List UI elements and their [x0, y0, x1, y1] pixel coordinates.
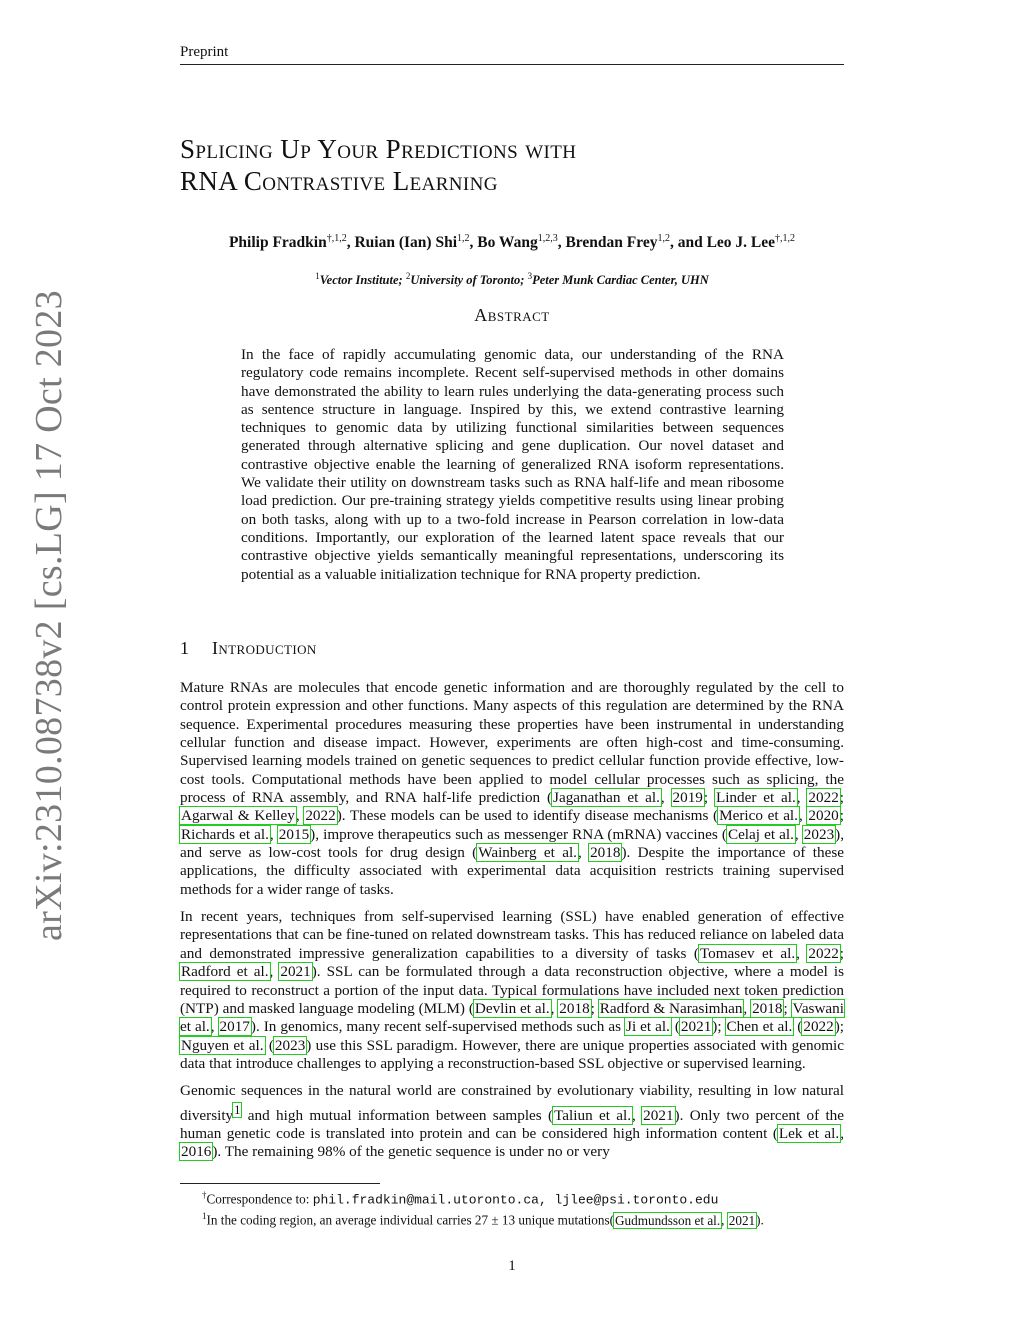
- paragraph-text: ,: [794, 825, 803, 843]
- paragraph-text: ,: [632, 1106, 643, 1124]
- citation-separator: ,: [721, 1212, 728, 1228]
- paragraph-text: ,: [798, 807, 808, 825]
- citation-link[interactable]: Gudmundsson et al.: [615, 1212, 721, 1228]
- paragraph-text: Genomic sequences in the natural world are constrained by evolutionary viability, resulting in low natural diversity: [180, 1082, 844, 1124]
- author-name: Ruian (Ian) Shi: [354, 234, 457, 252]
- paragraph-text: (: [793, 1018, 803, 1036]
- citation-link[interactable]: Jaganathan et al.: [553, 789, 660, 807]
- citation-link[interactable]: 2018: [752, 999, 783, 1017]
- correspondence-emails[interactable]: phil.fradkin@mail.utoronto.ca, ljlee@psi.toronto.edu: [312, 1192, 719, 1208]
- citation-link[interactable]: 2020: [808, 807, 839, 825]
- paragraph-text: ). These models can be used to identify disease mechanisms (: [336, 807, 719, 825]
- author-separator: ,: [557, 234, 566, 252]
- paragraph-text: ,: [550, 999, 559, 1017]
- section-title: Introduction: [212, 638, 317, 658]
- citation-link[interactable]: Radford et al.: [181, 963, 269, 981]
- citation-link[interactable]: 2022: [808, 789, 839, 807]
- paragraph-text: ), and serve as low-cost tools for drug design (: [180, 825, 845, 862]
- author-affiliation-mark: †,1,2: [326, 233, 347, 244]
- paragraph-text: ,: [840, 1124, 844, 1142]
- citation-link[interactable]: 2018: [559, 999, 590, 1017]
- paragraph: [180, 679, 844, 899]
- citation-link[interactable]: Agarwal & Kelley: [181, 807, 295, 825]
- citation-link[interactable]: 2022: [305, 807, 336, 825]
- paragraph-text: In recent years, techniques from self-supervised learning (SSL) have enabled generation of effective representations that can be fine-tuned on related downstream tasks. This has reduced reliance on labeled data and demonstrated impressive generalization capabilities to a diversity of tasks (: [180, 908, 844, 962]
- citation-link[interactable]: Chen et al.: [726, 1018, 793, 1036]
- footnote-1-text: In the coding region, an average individual carries 27 ± 13 unique mutations(: [206, 1212, 615, 1228]
- citation-link[interactable]: 2022: [808, 944, 839, 962]
- paragraph-text: ,: [210, 1018, 219, 1036]
- paragraph-text: (: [670, 1018, 680, 1036]
- author-list: [180, 233, 844, 252]
- page-number: 1: [508, 1258, 516, 1274]
- affiliation-mark: 1: [315, 271, 320, 281]
- author-separator: , and: [669, 234, 707, 252]
- paragraph-text: ,: [743, 999, 752, 1017]
- author-affiliation-mark: †,1,2: [775, 233, 796, 244]
- citation-link[interactable]: Richards et al.: [181, 825, 269, 843]
- paragraph: [180, 908, 844, 1073]
- paragraph: [180, 1082, 844, 1161]
- citation-link[interactable]: Linder et al.: [715, 789, 796, 807]
- author-name: Leo J. Lee: [706, 234, 776, 252]
- abstract-text: In the face of rapidly accumulating genomic data, our understanding of the RNA regulatory code remains incomplete. Recent self-supervised methods in other domains have demonstrated the ability to learn rules underlying the data-generating process such as sentence structure in language. Inspired by this, we extend contrastive learning techniques to genomic data by utilizing functional similarities between sequences generated through alternative splicing and gene duplication. Our novel dataset and contrastive objective enable the learning of generalized RNA isoform representations. We validate their utility on downstream tasks such as RNA half-life and mean ribosome load prediction. Our pre-training strategy yields competitive results using linear probing on both tasks, along with up to a two-fold increase in Pearson correlation in low-data conditions. Importantly, our exploration of the learned latent space reveals that our contrastive objective yields semantically meaningful representations, underscoring its potential as a valuable initialization technique for RNA property prediction.: [241, 346, 784, 583]
- title-line-2: RNA Contrastive Learning: [180, 166, 498, 196]
- citation-link[interactable]: Radford & Narasimhan: [599, 999, 743, 1017]
- paragraph-text: ). Only two percent of the human genetic code is translated into protein and can be considered high information content (: [180, 1106, 845, 1142]
- footnote-ref-link[interactable]: 1: [234, 1102, 241, 1117]
- paragraph-text: ;: [839, 944, 845, 962]
- author-affiliation-mark: 1,2: [457, 233, 470, 244]
- abstract-heading: Abstract: [474, 305, 550, 325]
- paragraph-text: ;: [703, 789, 715, 807]
- paper-title: [180, 133, 844, 197]
- citation-link[interactable]: 2021: [680, 1018, 712, 1036]
- paragraph-text: ). In genomics, many recent self-supervised methods such as: [250, 1018, 626, 1036]
- citation-link[interactable]: Ji et al.: [626, 1018, 670, 1036]
- affiliation-name: University of Toronto;: [410, 273, 528, 288]
- citation-link[interactable]: 2016: [181, 1143, 212, 1161]
- paragraph-text: ). SSL can be formulated through a data reconstruction objective, where a model is required to reconstruct a portion of the input data. Typical formulations have included next token prediction (NTP) and masked language modeling (MLM) (: [180, 963, 845, 1017]
- author-separator: ,: [469, 234, 478, 252]
- citation-link[interactable]: 2019: [672, 789, 703, 807]
- paragraph-text: ,: [577, 844, 590, 862]
- introduction-body: [180, 679, 844, 1171]
- footnote-1-mark: 1: [202, 1211, 207, 1222]
- author-name: Philip Fradkin: [228, 234, 327, 252]
- paragraph-text: ,: [295, 807, 305, 825]
- correspondence-label: Correspondence to:: [206, 1191, 313, 1207]
- citation-link[interactable]: Tomasev et al.: [699, 944, 796, 962]
- paragraph-text: ;: [590, 999, 599, 1017]
- paragraph-text: ) use this SSL paradigm. However, there are unique properties associated with genomic data that introduce challenges to applying a reconstruction-based SSL objective or supervised learning.: [180, 1036, 844, 1072]
- paragraph-text: ,: [796, 789, 808, 807]
- author-separator: ,: [346, 234, 355, 252]
- author-name: Bo Wang: [477, 234, 538, 252]
- paragraph-text: ), improve therapeutics such as messenger RNA (mRNA) vaccines (: [310, 825, 727, 843]
- paragraph-text: );: [834, 1018, 845, 1036]
- arxiv-identifier[interactable]: arXiv:2310.08738v2 [cs.LG] 17 Oct 2023: [28, 290, 70, 941]
- paragraph-text: ). Despite the importance of these applications, the difficulty associated with experimental data acquisition restricts training supervised methods for a wider range of tasks.: [180, 844, 844, 898]
- paragraph-text: ). The remaining 98% of the genetic sequence is under no or very: [212, 1143, 610, 1161]
- affiliations: [180, 271, 844, 288]
- running-header: Preprint: [180, 44, 844, 65]
- footnotes: [180, 1187, 844, 1229]
- paragraph-text: ,: [796, 944, 808, 962]
- footnote-rule: [180, 1183, 380, 1184]
- paragraph-text: ;: [783, 999, 792, 1017]
- citation-link[interactable]: Vaswani et al.: [180, 999, 844, 1036]
- section-heading-introduction: [180, 638, 844, 659]
- citation-link[interactable]: Taliun et al.: [554, 1106, 632, 1124]
- paragraph-text: ,: [660, 789, 672, 807]
- affiliation-mark: 3: [527, 271, 533, 281]
- author-affiliation-mark: 1,2: [657, 233, 670, 244]
- citation-link[interactable]: Devlin et al.: [474, 999, 550, 1017]
- paragraph-text: and high mutual information between samples (: [241, 1106, 554, 1124]
- citation-link[interactable]: 2021: [280, 963, 311, 981]
- affiliation-name: Vector Institute;: [319, 273, 406, 288]
- paragraph-text: ,: [269, 963, 280, 981]
- author-name: Brendan Frey: [565, 234, 658, 252]
- paragraph-text: ;: [839, 807, 844, 825]
- citation-link[interactable]: 2022: [803, 1018, 834, 1036]
- paragraph-text: ,: [269, 825, 278, 843]
- title-line-1: Splicing Up Your Predictions with: [180, 134, 577, 164]
- citation-link[interactable]: 2018: [590, 844, 621, 862]
- affiliation-name: Peter Munk Cardiac Center, UHN: [532, 273, 709, 288]
- dagger-mark: †: [202, 1190, 207, 1200]
- citation-link[interactable]: 2023: [803, 825, 835, 843]
- paragraph-text: Mature RNAs are molecules that encode genetic information and are thoroughly regulated by the cell to control protein expression and other functions. Many aspects of this regulation are determined by the RNA sequence. Experimental procedures measuring these properties have been instrumental in understanding cellular function and disease impact. However, experiments are often high-cost and time-consuming. Supervised learning models trained on genetic sequences to predict cellular function provide effective, low-cost tools. Computational methods have been applied to model cellular processes such as splicing, the process of RNA assembly, and RNA half-life prediction (: [180, 679, 844, 807]
- citation-link[interactable]: Lek et al.: [778, 1124, 840, 1142]
- citation-link[interactable]: 2023: [274, 1036, 306, 1054]
- citation-link[interactable]: 2021: [643, 1106, 674, 1124]
- affiliation-mark: 2: [405, 271, 411, 281]
- citation-link[interactable]: 2015: [278, 825, 310, 843]
- footnote-1: [180, 1208, 844, 1228]
- citation-link[interactable]: Wainberg et al.: [478, 844, 577, 862]
- footnote-correspondence: [180, 1187, 844, 1208]
- section-number: 1: [180, 638, 190, 658]
- citation-link[interactable]: Merico et al.: [719, 807, 798, 825]
- paragraph-text: ;: [839, 789, 845, 807]
- citation-link[interactable]: 2021: [728, 1212, 756, 1228]
- footnote-1-end: ).: [756, 1212, 764, 1228]
- paragraph-text: (: [264, 1036, 274, 1054]
- citation-link[interactable]: Celaj et al.: [727, 825, 794, 843]
- citation-link[interactable]: Nguyen et al.: [181, 1036, 264, 1054]
- citation-link[interactable]: 2017: [219, 1018, 250, 1036]
- author-affiliation-mark: 1,2,3: [537, 233, 558, 244]
- paragraph-text: );: [712, 1018, 726, 1036]
